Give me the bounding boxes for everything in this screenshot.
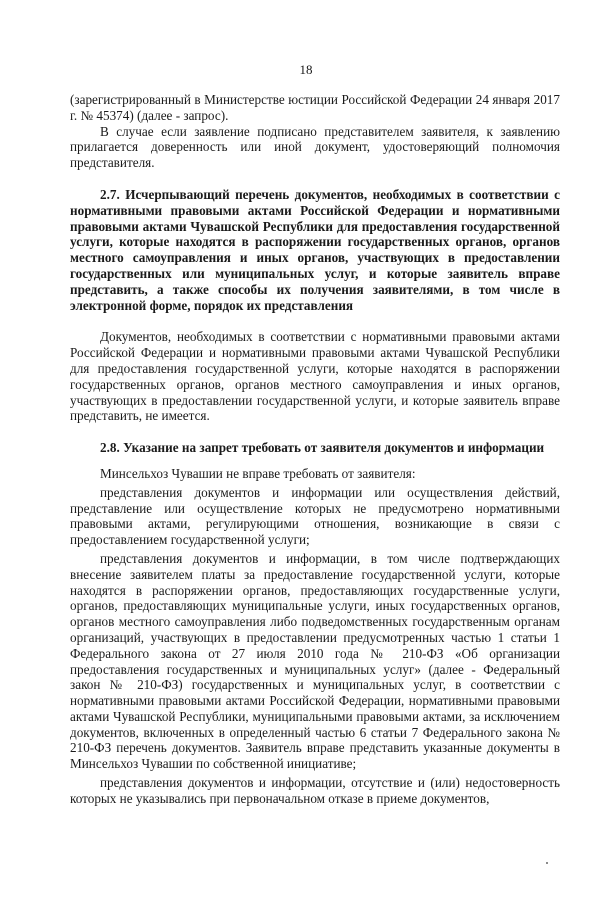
paragraph-ministry-prohibition: Минсельхоз Чувашии не вправе требовать от заявителя: — [100, 465, 416, 481]
section-heading-2-8: 2.8. Указание на запрет требовать от заявителя документов и информации — [100, 440, 545, 456]
list-item-3: представления документов и информации, отсутствие и (или) недостоверность которых не указывались при первоначальном отказе в приеме документов, — [70, 775, 560, 806]
paragraph-documents-none: Документов, необходимых в соответствии с нормативными правовыми актами Российской Федерации и нормативными правовыми актами Чувашской Республики для предоставления государственной услуги, которые находятся в распоряжении государственных органов, органов местного самоуправления и иных органов, участвующих в предоставлении государственной услуги, и которые заявитель вправе представить, не имеется. — [70, 329, 560, 424]
section-heading-2-7: 2.7. Исчерпывающий перечень документов, необходимых в соответствии с нормативными правовыми актами Российской Федерации и нормативными правовыми актами Чувашской Республики для предоставления государственной услуги, которые находятся в распоряжении государственных органов, органов местного самоуправления и иных органов, участвующих в предоставлении государственных или муниципальных услуг, и которые заявитель вправе представить, а также способы их получения заявителями, в том числе в электронной форме, порядок их представления — [70, 186, 560, 313]
list-item-1: представления документов и информации или осуществления действий, представление или осуществление которых не предусмотрено нормативными правовыми актами, регулирующими отношения, возникающие в связи с предоставлением государственной услуги; — [70, 484, 560, 548]
paragraph-registration-note: (зарегистрированный в Министерстве юстиции Российской Федерации 24 января 2017 г. № 45374) (далее - запрос). — [70, 92, 560, 123]
list-item-2: представления документов и информации, в том числе подтверждающих внесение заявителем платы за предоставление государственной услуги, которые находятся в распоряжении органов, предоставляющих государственные услуги, органов, предоставляющих муниципальные услуги, иных государственных органов, органов местного самоуправления либо подведомственных государственным органам организаций, участвующих в предоставлении предусмотренных частью 1 статьи 1 Федерального закона от 27 июля 2010 года № 210-ФЗ «Об организации предоставления государственных и муниципальных услуг» (далее - Федеральный закон № 210-ФЗ) государственных и муниципальных услуг, в соответствии с нормативными правовыми актами Российской Федерации, нормативными правовыми актами Чувашской Республики, муниципальными правовыми актами, за исключением документов, включенных в определенный частью 6 статьи 7 Федерального закона № 210-ФЗ перечень документов. Заявитель вправе представить указанные документы в Минсельхоз Чувашии по собственной инициативе; — [70, 550, 560, 772]
paragraph-representative: В случае если заявление подписано представителем заявителя, к заявлению прилагается доверенность или иной документ, удостоверяющий полномочия представителя. — [70, 123, 560, 171]
document-body — [70, 92, 560, 807]
scan-dot — [546, 862, 548, 864]
page-number: 18 — [299, 62, 313, 77]
